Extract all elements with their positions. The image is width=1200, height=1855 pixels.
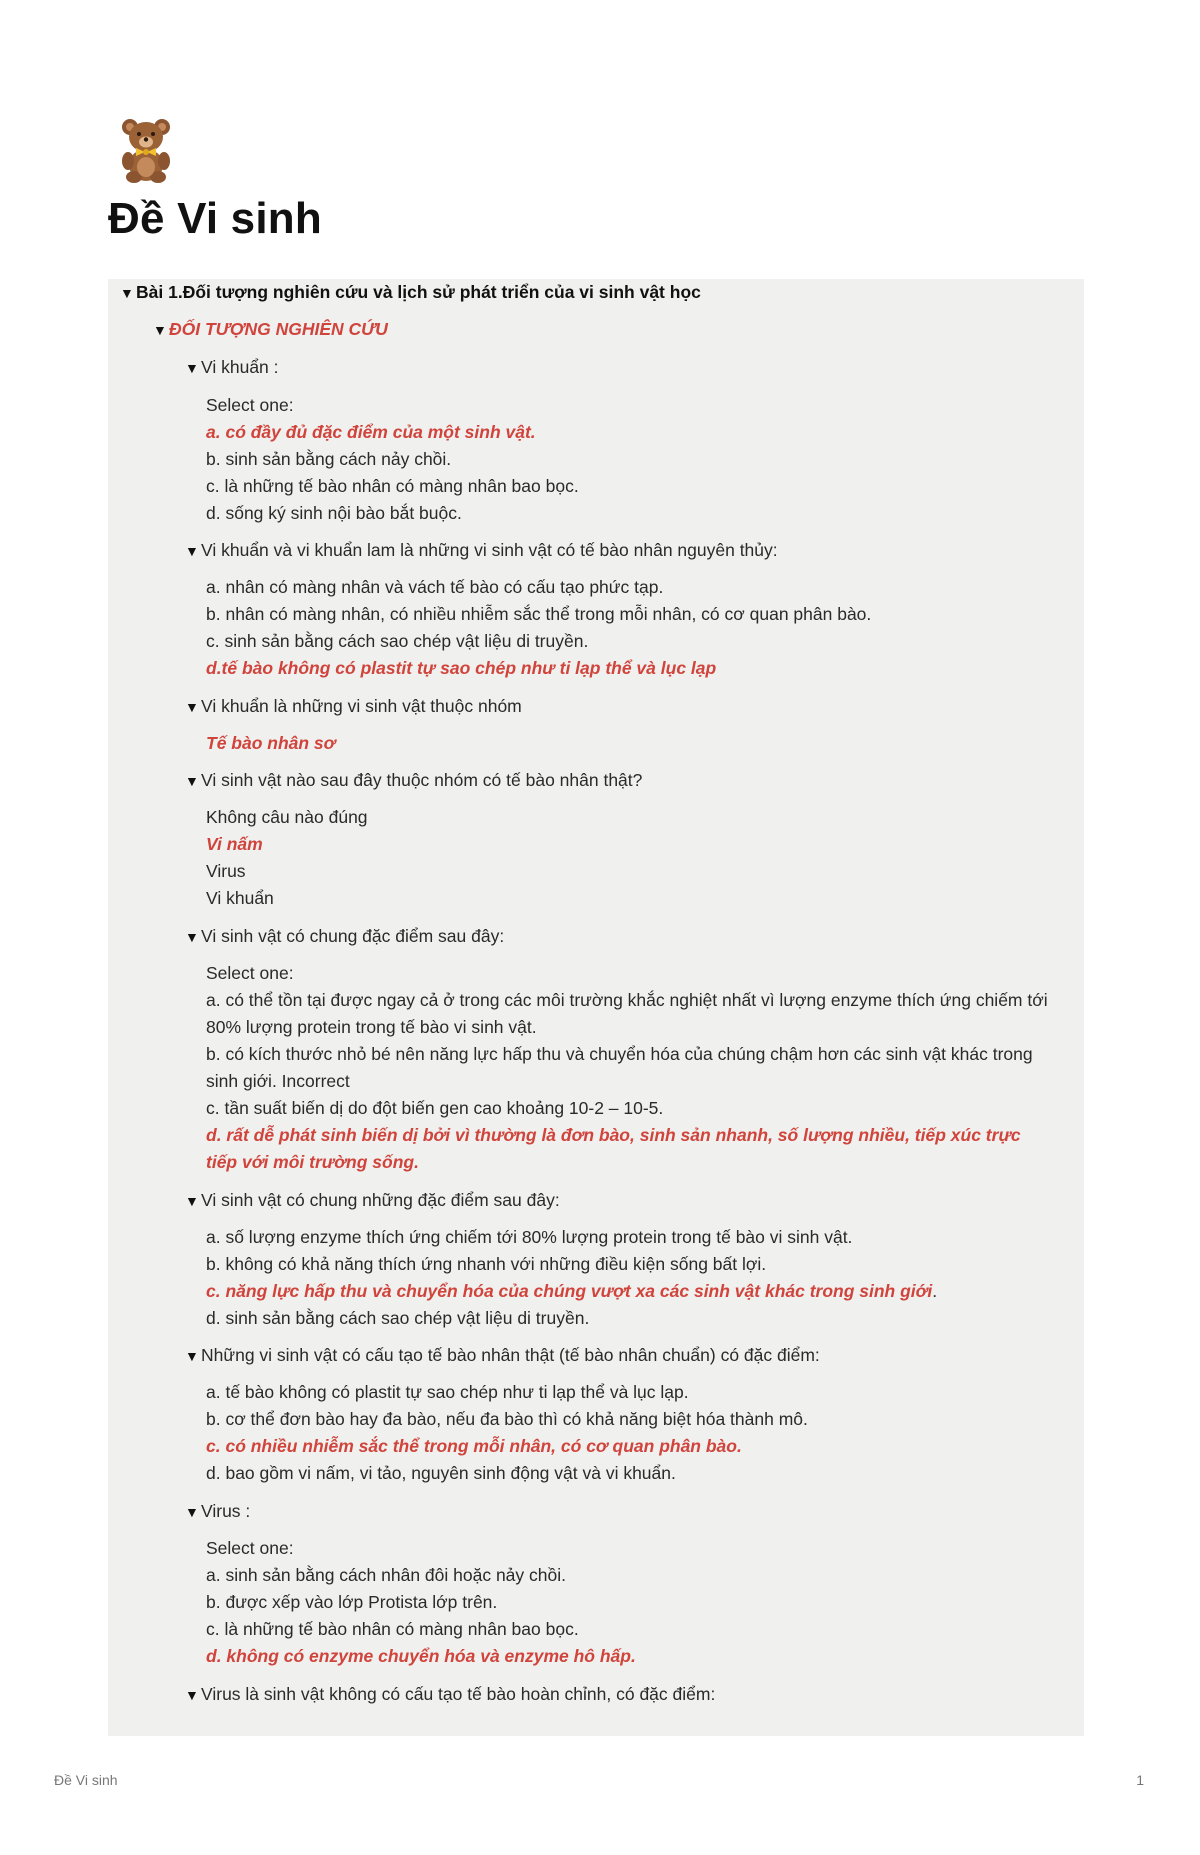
question-text: Virus là sinh vật không có cấu tạo tế bào hoàn chỉnh, có đặc điểm: — [201, 1684, 716, 1704]
question-text: Vi sinh vật có chung đặc điểm sau đây: — [201, 926, 505, 946]
toggle-question-4[interactable] — [185, 767, 642, 795]
toggle-subsection-doi-tuong[interactable] — [153, 316, 388, 344]
toggle-triangle-icon[interactable]: ▼ — [185, 1687, 199, 1703]
answer-option: b. sinh sản bằng cách nảy chồi. — [206, 449, 452, 469]
answer-option: Vi khuẩn — [206, 888, 274, 908]
answer-option: a. tế bào không có plastit tự sao chép như ti lạp thể và lục lạp. — [206, 1382, 689, 1402]
answer-option: b. không có khả năng thích ứng nhanh với những điều kiện sống bất lợi. — [206, 1254, 767, 1274]
answer-option: a. có thể tồn tại được ngay cả ở trong các môi trường khắc nghiệt nhất vì lượng enzyme thích ứng chiếm tới — [206, 990, 1048, 1010]
toggle-question-7[interactable] — [185, 1342, 820, 1370]
question-text: Virus : — [201, 1501, 251, 1521]
answer-option: Không câu nào đúng — [206, 807, 368, 827]
toggle-triangle-icon[interactable]: ▼ — [120, 285, 134, 301]
question-text: Vi khuẩn là những vi sinh vật thuộc nhóm — [201, 696, 522, 716]
answer-option-correct: d.tế bào không có plastit tự sao chép như ti lạp thể và lục lạp — [206, 658, 717, 678]
answer-option: Virus — [206, 861, 246, 881]
answer-option-correct: c. có nhiều nhiễm sắc thể trong mỗi nhân, có cơ quan phân bào. — [206, 1436, 742, 1456]
toggle-triangle-icon[interactable]: ▼ — [185, 1348, 199, 1364]
answer-option-continued: 80% lượng protein trong tế bào vi sinh vật. — [206, 1017, 537, 1037]
question-text: Vi khuẩn và vi khuẩn lam là những vi sinh vật có tế bào nhân nguyên thủy: — [201, 540, 778, 560]
answer-option: b. cơ thể đơn bào hay đa bào, nếu đa bào thì có khả năng biệt hóa thành mô. — [206, 1409, 808, 1429]
answer-option-continued: sinh giới. Incorrect — [206, 1071, 350, 1091]
toggle-triangle-icon[interactable]: ▼ — [185, 543, 199, 559]
answer-option: c. là những tế bào nhân có màng nhân bao bọc. — [206, 476, 579, 496]
select-one-label: Select one: — [206, 1538, 294, 1558]
question-text: Vi sinh vật có chung những đặc điểm sau đây: — [201, 1190, 560, 1210]
toggle-triangle-icon[interactable]: ▼ — [185, 929, 199, 945]
toggle-question-1[interactable] — [185, 354, 279, 382]
toggle-question-8[interactable] — [185, 1498, 250, 1526]
answer-option: d. bao gồm vi nấm, vi tảo, nguyên sinh động vật và vi khuẩn. — [206, 1463, 676, 1483]
answer-option-correct-row — [206, 1278, 937, 1305]
toggle-question-2[interactable] — [185, 537, 778, 565]
select-one-label: Select one: — [206, 963, 294, 983]
answer-option: b. nhân có màng nhân, có nhiều nhiễm sắc thể trong mỗi nhân, có cơ quan phân bào. — [206, 604, 872, 624]
answer-option: c. sinh sản bằng cách sao chép vật liệu di truyền. — [206, 631, 589, 651]
subsection-heading: ĐỐI TƯỢNG NGHIÊN CỨU — [169, 319, 388, 339]
toggle-question-3[interactable] — [185, 693, 522, 721]
toggle-question-9[interactable] — [185, 1681, 715, 1709]
select-one-label: Select one: — [206, 395, 294, 415]
answer-option: d. sinh sản bằng cách sao chép vật liệu di truyền. — [206, 1308, 590, 1328]
answer-option-correct: Tế bào nhân sơ — [206, 733, 336, 753]
toggle-question-5[interactable] — [185, 923, 504, 951]
toggle-triangle-icon[interactable]: ▼ — [185, 360, 199, 376]
question-text: Vi sinh vật nào sau đây thuộc nhóm có tế bào nhân thật? — [201, 770, 643, 790]
question-text: Những vi sinh vật có cấu tạo tế bào nhân thật (tế bào nhân chuẩn) có đặc điểm: — [201, 1345, 820, 1365]
answer-option: a. số lượng enzyme thích ứng chiếm tới 80% lượng protein trong tế bào vi sinh vật. — [206, 1227, 853, 1247]
section-heading: Bài 1.Đối tượng nghiên cứu và lịch sử phát triển của vi sinh vật học — [136, 282, 701, 302]
answer-option-correct: a. có đầy đủ đặc điểm của một sinh vật. — [206, 422, 536, 442]
teddy-bear-icon — [118, 117, 174, 183]
answer-option: c. là những tế bào nhân có màng nhân bao bọc. — [206, 1619, 579, 1639]
answer-option-correct-continued: tiếp với môi trường sống. — [206, 1152, 419, 1172]
answer-tail: . — [932, 1281, 938, 1301]
answer-option: b. được xếp vào lớp Protista lớp trên. — [206, 1592, 498, 1612]
answer-option: b. có kích thước nhỏ bé nên năng lực hấp thu và chuyển hóa của chúng chậm hơn các sinh vật khác trong — [206, 1044, 1033, 1064]
toggle-triangle-icon[interactable]: ▼ — [185, 773, 199, 789]
answer-option-correct: d. không có enzyme chuyển hóa và enzyme hô hấp. — [206, 1646, 636, 1666]
answer-option-correct: c. năng lực hấp thu và chuyển hóa của chúng vượt xa các sinh vật khác trong sinh giới — [206, 1281, 933, 1301]
toggle-triangle-icon[interactable]: ▼ — [153, 322, 167, 338]
answer-option: c. tần suất biến dị do đột biến gen cao khoảng 10-2 – 10-5. — [206, 1098, 664, 1118]
toggle-triangle-icon[interactable]: ▼ — [185, 1504, 199, 1520]
question-text: Vi khuẩn : — [201, 357, 279, 377]
answer-option: a. sinh sản bằng cách nhân đôi hoặc nảy chồi. — [206, 1565, 566, 1585]
answer-option: d. sống ký sinh nội bào bắt buộc. — [206, 503, 462, 523]
answer-option-correct: d. rất dễ phát sinh biến dị bởi vì thường là đơn bào, sinh sản nhanh, số lượng nhiều, tiếp xúc trực — [206, 1125, 1021, 1145]
footer-title: Đề Vi sinh — [54, 1772, 118, 1788]
page-number: 1 — [1136, 1772, 1144, 1788]
answer-option: a. nhân có màng nhân và vách tế bào có cấu tạo phức tạp. — [206, 577, 664, 597]
toggle-question-6[interactable] — [185, 1187, 560, 1215]
page-title: Đề Vi sinh — [108, 194, 322, 243]
toggle-triangle-icon[interactable]: ▼ — [185, 1193, 199, 1209]
toggle-section-bai-1[interactable] — [120, 279, 701, 307]
answer-option-correct: Vi nấm — [206, 834, 263, 854]
toggle-triangle-icon[interactable]: ▼ — [185, 699, 199, 715]
